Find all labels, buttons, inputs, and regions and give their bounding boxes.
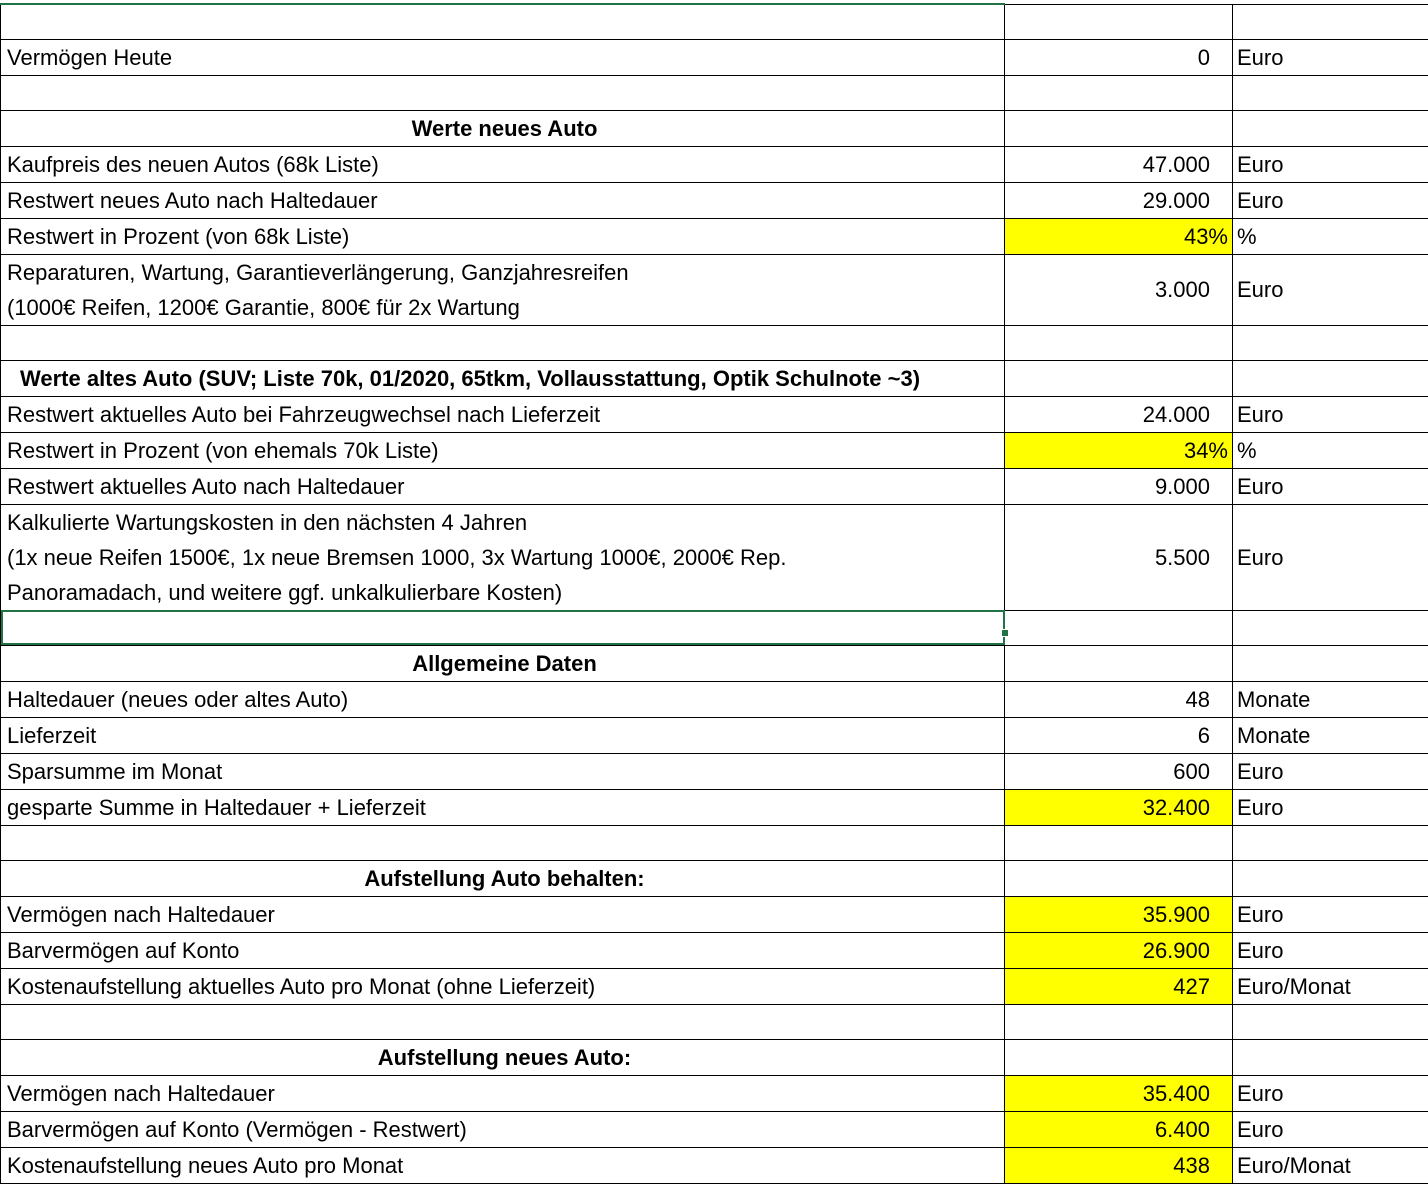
- row-unit[interactable]: Euro: [1233, 789, 1428, 825]
- section-header-neues-auto[interactable]: Werte neues Auto: [1, 110, 1005, 146]
- row-label[interactable]: Lieferzeit: [1, 717, 1005, 753]
- row-value-highlighted[interactable]: 35.900: [1005, 896, 1233, 932]
- empty-cell[interactable]: [1233, 75, 1428, 110]
- empty-cell[interactable]: [1005, 1004, 1233, 1039]
- row-unit[interactable]: Euro: [1233, 396, 1428, 432]
- row-value-highlighted[interactable]: 35.400: [1005, 1075, 1233, 1111]
- cell-a1[interactable]: [1, 4, 1005, 39]
- sheet-row: [1, 254, 1428, 325]
- row-value-highlighted[interactable]: 427: [1005, 968, 1233, 1004]
- sheet-row: [1, 39, 1428, 75]
- sheet-row: [1, 1004, 1428, 1039]
- section-header-allgemeine-daten[interactable]: Allgemeine Daten: [1, 645, 1005, 681]
- sheet-row: [1, 182, 1428, 218]
- empty-cell[interactable]: [1233, 360, 1428, 396]
- row-label[interactable]: Restwert in Prozent (von 68k Liste): [1, 218, 1005, 254]
- sheet-row: [1, 325, 1428, 360]
- row-label[interactable]: Vermögen nach Haltedauer: [1, 1075, 1005, 1111]
- empty-cell[interactable]: [1005, 1039, 1233, 1075]
- row-unit[interactable]: Euro: [1233, 1111, 1428, 1147]
- cell-b1[interactable]: [1005, 4, 1233, 39]
- empty-cell[interactable]: [1005, 860, 1233, 896]
- sheet-row: [1, 681, 1428, 717]
- empty-cell[interactable]: [1233, 825, 1428, 860]
- section-header-neues-auto-aufstellung[interactable]: Aufstellung neues Auto:: [1, 1039, 1005, 1075]
- row-label[interactable]: Vermögen nach Haltedauer: [1, 896, 1005, 932]
- empty-cell[interactable]: [1005, 645, 1233, 681]
- row-label[interactable]: Restwert aktuelles Auto nach Haltedauer: [1, 468, 1005, 504]
- row-unit[interactable]: Euro: [1233, 39, 1428, 75]
- label-line: (1x neue Reifen 1500€, 1x neue Bremsen 1000, 3x Wartung 1000€, 2000€ Rep.: [7, 540, 998, 575]
- row-label[interactable]: Kaufpreis des neuen Autos (68k Liste): [1, 146, 1005, 182]
- row-value[interactable]: 5.500: [1005, 504, 1233, 610]
- row-label[interactable]: Kostenaufstellung neues Auto pro Monat: [1, 1147, 1005, 1183]
- empty-cell[interactable]: [1233, 1039, 1428, 1075]
- row-value-highlighted[interactable]: 43%: [1005, 218, 1233, 254]
- row-value[interactable]: 0: [1005, 39, 1233, 75]
- row-label[interactable]: Restwert in Prozent (von ehemals 70k Liste): [1, 432, 1005, 468]
- sheet-row: [1, 610, 1428, 645]
- cell-c1[interactable]: [1233, 4, 1428, 39]
- empty-cell[interactable]: [1233, 325, 1428, 360]
- sheet-row: [1, 932, 1428, 968]
- row-unit[interactable]: %: [1233, 432, 1428, 468]
- row-unit[interactable]: Euro: [1233, 254, 1428, 325]
- row-unit[interactable]: Euro/Monat: [1233, 1147, 1428, 1183]
- sheet-row: [1, 968, 1428, 1004]
- row-label[interactable]: Barvermögen auf Konto (Vermögen - Restwert): [1, 1111, 1005, 1147]
- row-value[interactable]: 600: [1005, 753, 1233, 789]
- sheet-row: [1, 753, 1428, 789]
- label-line: Panoramadach, und weitere ggf. unkalkulierbare Kosten): [7, 575, 998, 610]
- row-value[interactable]: 9.000: [1005, 468, 1233, 504]
- sheet-row: [1, 504, 1428, 610]
- row-unit[interactable]: Euro: [1233, 146, 1428, 182]
- row-label[interactable]: gesparte Summe in Haltedauer + Lieferzeit: [1, 789, 1005, 825]
- row-value[interactable]: 6: [1005, 717, 1233, 753]
- row-unit[interactable]: Euro: [1233, 753, 1428, 789]
- sheet-row: [1, 110, 1428, 146]
- sheet-row: [1, 896, 1428, 932]
- row-value[interactable]: 48: [1005, 681, 1233, 717]
- row-unit[interactable]: Euro: [1233, 1075, 1428, 1111]
- row-value[interactable]: 29.000: [1005, 182, 1233, 218]
- empty-cell[interactable]: [1005, 75, 1233, 110]
- row-unit[interactable]: %: [1233, 218, 1428, 254]
- row-unit[interactable]: Euro: [1233, 468, 1428, 504]
- sheet-row: [1, 789, 1428, 825]
- row-value-highlighted[interactable]: 438: [1005, 1147, 1233, 1183]
- sheet-row: [1, 860, 1428, 896]
- row-unit[interactable]: Monate: [1233, 717, 1428, 753]
- sheet-row: [1, 146, 1428, 182]
- row-unit[interactable]: Euro: [1233, 896, 1428, 932]
- empty-cell[interactable]: [1, 325, 1005, 360]
- sheet-row: [1, 4, 1428, 39]
- empty-cell[interactable]: [1233, 645, 1428, 681]
- sheet-row: [1, 1111, 1428, 1147]
- fill-handle[interactable]: [1001, 629, 1009, 637]
- row-label[interactable]: Sparsumme im Monat: [1, 753, 1005, 789]
- row-label[interactable]: Barvermögen auf Konto: [1, 932, 1005, 968]
- row-unit[interactable]: Monate: [1233, 681, 1428, 717]
- sheet-row: [1, 468, 1428, 504]
- empty-cell[interactable]: [1005, 325, 1233, 360]
- empty-cell[interactable]: [1, 75, 1005, 110]
- row-label[interactable]: Restwert neues Auto nach Haltedauer: [1, 182, 1005, 218]
- row-value-highlighted[interactable]: 26.900: [1005, 932, 1233, 968]
- label-line: (1000€ Reifen, 1200€ Garantie, 800€ für 2x Wartung: [7, 290, 998, 325]
- row-value[interactable]: 24.000: [1005, 396, 1233, 432]
- empty-cell[interactable]: [1005, 360, 1233, 396]
- sheet-row: [1, 1147, 1428, 1183]
- row-value[interactable]: 47.000: [1005, 146, 1233, 182]
- empty-cell[interactable]: [1233, 110, 1428, 146]
- row-unit[interactable]: Euro/Monat: [1233, 968, 1428, 1004]
- section-header-altes-auto[interactable]: Werte altes Auto (SUV; Liste 70k, 01/2020, 65tkm, Vollausstattung, Optik Schulnote ~3): [1, 360, 1005, 396]
- row-label-multiline[interactable]: [1, 254, 1005, 325]
- row-label[interactable]: Restwert aktuelles Auto bei Fahrzeugwechsel nach Lieferzeit: [1, 396, 1005, 432]
- empty-cell[interactable]: [1005, 110, 1233, 146]
- sheet-row: [1, 645, 1428, 681]
- empty-cell[interactable]: [1, 825, 1005, 860]
- row-value-highlighted[interactable]: 6.400: [1005, 1111, 1233, 1147]
- row-label[interactable]: Vermögen Heute: [1, 39, 1005, 75]
- empty-cell[interactable]: [1233, 610, 1428, 645]
- empty-cell[interactable]: [1233, 860, 1428, 896]
- sheet-row: [1, 218, 1428, 254]
- sheet-row: [1, 825, 1428, 860]
- sheet-row: [1, 717, 1428, 753]
- row-label[interactable]: Kostenaufstellung aktuelles Auto pro Monat (ohne Lieferzeit): [1, 968, 1005, 1004]
- sheet-row: [1, 1039, 1428, 1075]
- empty-cell[interactable]: [1005, 610, 1233, 645]
- empty-cell[interactable]: [1233, 1004, 1428, 1039]
- empty-cell[interactable]: [1, 1004, 1005, 1039]
- label-line: Reparaturen, Wartung, Garantieverlängerung, Ganzjahresreifen: [7, 255, 998, 290]
- row-unit[interactable]: Euro: [1233, 504, 1428, 610]
- spreadsheet-grid: [0, 3, 1428, 1184]
- row-value[interactable]: 3.000: [1005, 254, 1233, 325]
- selected-cell[interactable]: [1, 610, 1005, 645]
- sheet-row: [1, 360, 1428, 396]
- row-value-highlighted[interactable]: 32.400: [1005, 789, 1233, 825]
- sheet-row: [1, 396, 1428, 432]
- row-label-multiline[interactable]: [1, 504, 1005, 610]
- row-label[interactable]: Haltedauer (neues oder altes Auto): [1, 681, 1005, 717]
- section-header-auto-behalten[interactable]: Aufstellung Auto behalten:: [1, 860, 1005, 896]
- row-value-highlighted[interactable]: 34%: [1005, 432, 1233, 468]
- sheet-row: [1, 432, 1428, 468]
- sheet-row: [1, 75, 1428, 110]
- empty-cell[interactable]: [1005, 825, 1233, 860]
- row-unit[interactable]: Euro: [1233, 932, 1428, 968]
- label-line: Kalkulierte Wartungskosten in den nächsten 4 Jahren: [7, 505, 998, 540]
- row-unit[interactable]: Euro: [1233, 182, 1428, 218]
- sheet-row: [1, 1075, 1428, 1111]
